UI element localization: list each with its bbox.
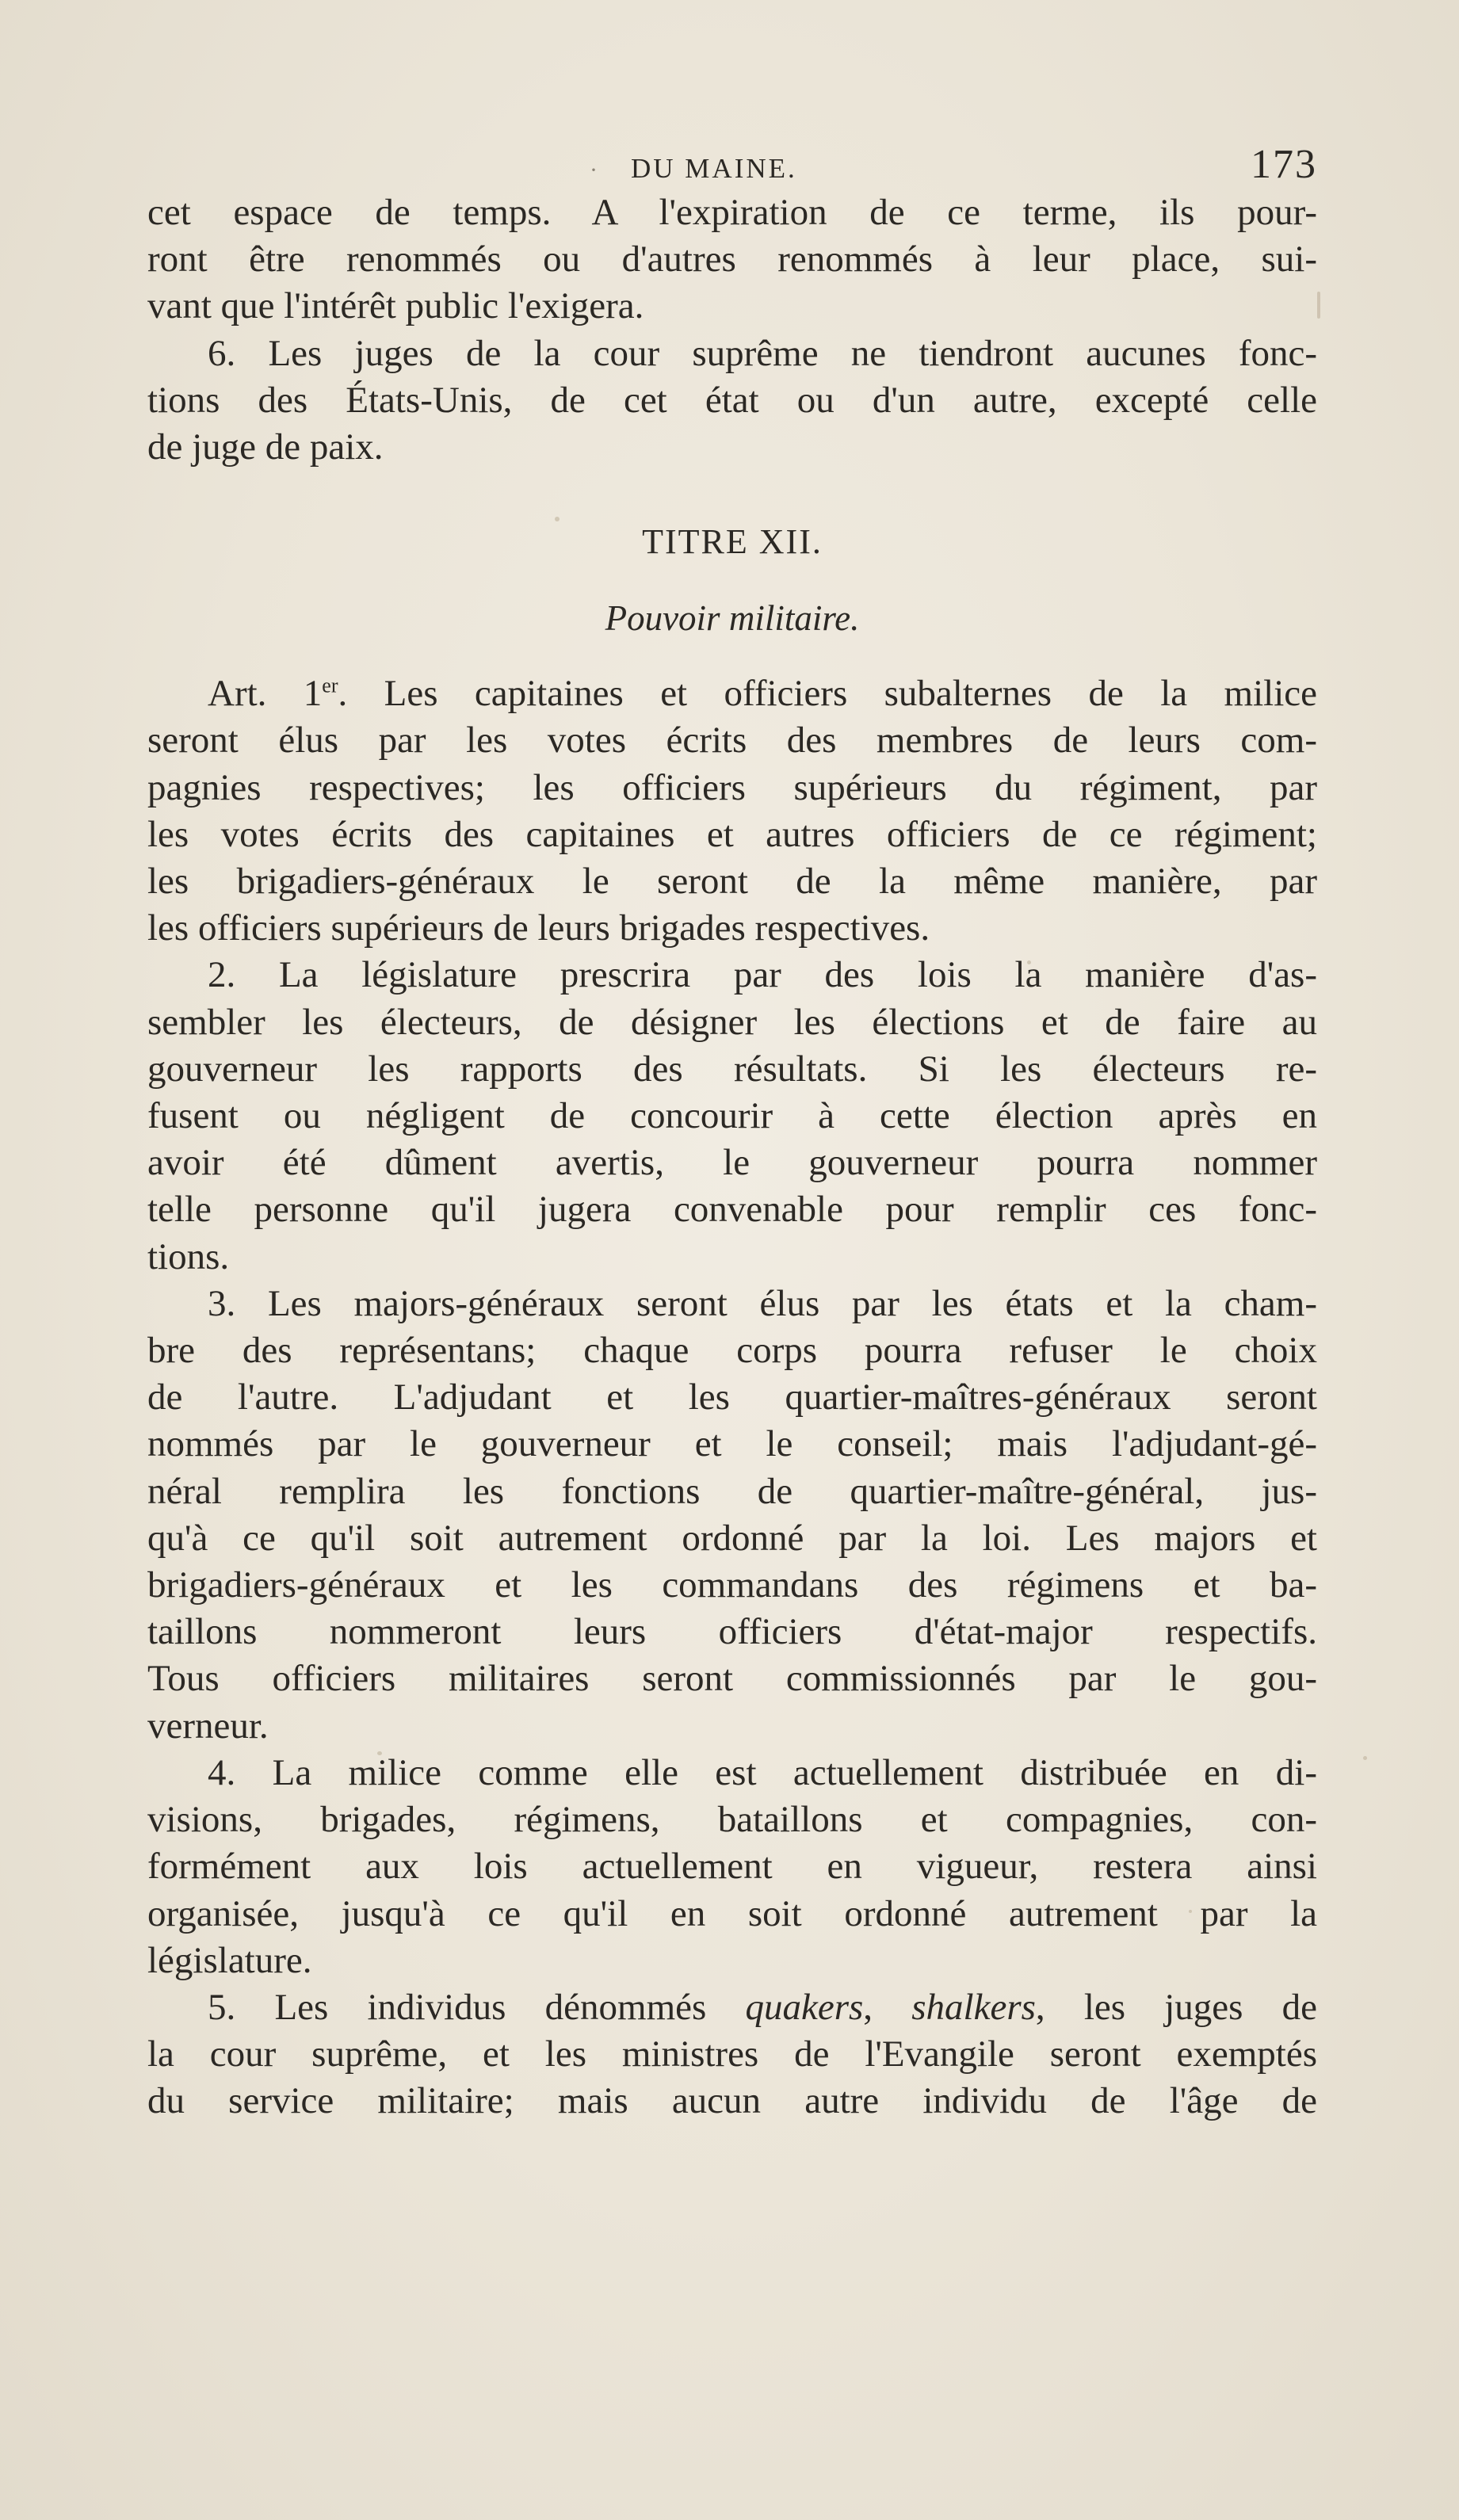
article-text: 5. Les individus dénommés	[208, 1986, 746, 2028]
italic-term: shalkers	[911, 1986, 1036, 2028]
text-line: les officiers supérieurs de leurs brigades respectives.	[147, 907, 930, 949]
section-heading: TITRE XII.	[642, 522, 823, 562]
text-line: formément aux lois actuellement en vigueur, restera ainsi	[147, 1846, 1317, 1888]
text-line	[147, 670, 1317, 717]
text-line: taillons nommeront leurs officiers d'état-major respectifs.	[147, 1611, 1317, 1653]
text-line: 4. La milice comme elle est actuellement distribuée en di-	[208, 1751, 1317, 1793]
text-line: verneur.	[147, 1705, 269, 1747]
text-line: seront élus par les votes écrits des membres de leurs com-	[147, 720, 1317, 762]
paper-stain	[1363, 1756, 1367, 1760]
paragraph-continuation	[147, 189, 1317, 330]
running-title: DU MAINE.	[631, 153, 797, 184]
section-subheading: Pouvoir militaire.	[605, 598, 860, 639]
text-line: telle personne qu'il jugera convenable pour remplir ces fonc-	[147, 1189, 1317, 1231]
article-text: . Les capitaines et officiers subalternes de la milice	[338, 673, 1317, 715]
article-1	[147, 670, 1317, 952]
text-line: Tous officiers militaires seront commissionnés par le gou-	[147, 1658, 1317, 1700]
article-4	[147, 1750, 1317, 1984]
page-number: 173	[1251, 142, 1317, 187]
article-5	[147, 1984, 1317, 2125]
text-line: tions des États-Unis, de cet état ou d'un autre, excepté celle	[147, 379, 1317, 421]
text-line: sembler les électeurs, de désigner les élections et de faire au	[147, 1001, 1317, 1043]
article-2	[147, 952, 1317, 1280]
ordinal-superscript: er	[322, 674, 338, 697]
text-line: ront être renommés ou d'autres renommés à leur place, sui-	[147, 239, 1317, 281]
text-line: pagnies respectives; les officiers supérieurs du régiment, par	[147, 766, 1317, 808]
article-label: Art. 1	[208, 673, 323, 715]
text-line: de l'autre. L'adjudant et les quartier-maîtres-généraux seront	[147, 1376, 1317, 1418]
text-line: nommés par le gouverneur et le conseil; mais l'adjudant-gé-	[147, 1423, 1317, 1465]
spacer	[147, 642, 1317, 670]
article-3	[147, 1281, 1317, 1750]
italic-term: quakers	[745, 1986, 864, 2028]
text-line: avoir été dûment avertis, le gouverneur pourra nommer	[147, 1142, 1317, 1184]
text-line: bre des représentans; chaque corps pourra refuser le choix	[147, 1330, 1317, 1372]
text-line: brigadiers-généraux et les commandans des régimens et ba-	[147, 1564, 1317, 1606]
article-text: , les juges de	[1035, 1986, 1318, 2028]
text-line: 3. Les majors-généraux seront élus par les états et la cham-	[208, 1282, 1317, 1324]
running-header: · DU MAINE. 173	[147, 141, 1317, 188]
text-line: les brigadiers-généraux le seront de la même manière, par	[147, 861, 1317, 903]
text-line: de juge de paix.	[147, 426, 384, 468]
text-line: les votes écrits des capitaines et autres officiers de ce régiment;	[147, 813, 1317, 855]
article-text: ,	[863, 1986, 912, 2028]
text-line: cet espace de temps. A l'expiration de ce terme, ils pour-	[147, 192, 1317, 233]
text-line: néral remplira les fonctions de quartier-maître-général, jus-	[147, 1470, 1317, 1512]
text-line: qu'à ce qu'il soit autrement ordonné par la loi. Les majors et	[147, 1517, 1317, 1559]
text-line: 2. La législature prescrira par des lois la manière d'as-	[208, 954, 1317, 996]
article-6	[147, 330, 1317, 472]
text-line: organisée, jusqu'à ce qu'il en soit ordonné autrement par la	[147, 1892, 1317, 1934]
text-line	[147, 1984, 1317, 2031]
page-text	[147, 141, 1317, 2125]
text-line: visions, brigades, régimens, bataillons et compagnies, con-	[147, 1799, 1317, 1841]
text-line: du service militaire; mais aucun autre individu de l'âge de	[147, 2080, 1317, 2122]
text-line: gouverneur les rapports des résultats. Si les électeurs re-	[147, 1048, 1317, 1090]
text-line: vant que l'intérêt public l'exigera.	[147, 285, 644, 327]
text-line: législature.	[147, 1939, 312, 1981]
text-line: fusent ou négligent de concourir à cette élection après en	[147, 1095, 1317, 1137]
text-line: la cour suprême, et les ministres de l'Evangile seront exemptés	[147, 2033, 1317, 2075]
text-line: tions.	[147, 1235, 230, 1277]
paper-stain	[1317, 292, 1320, 319]
text-line: 6. Les juges de la cour suprême ne tiendront aucunes fonc-	[208, 332, 1317, 374]
